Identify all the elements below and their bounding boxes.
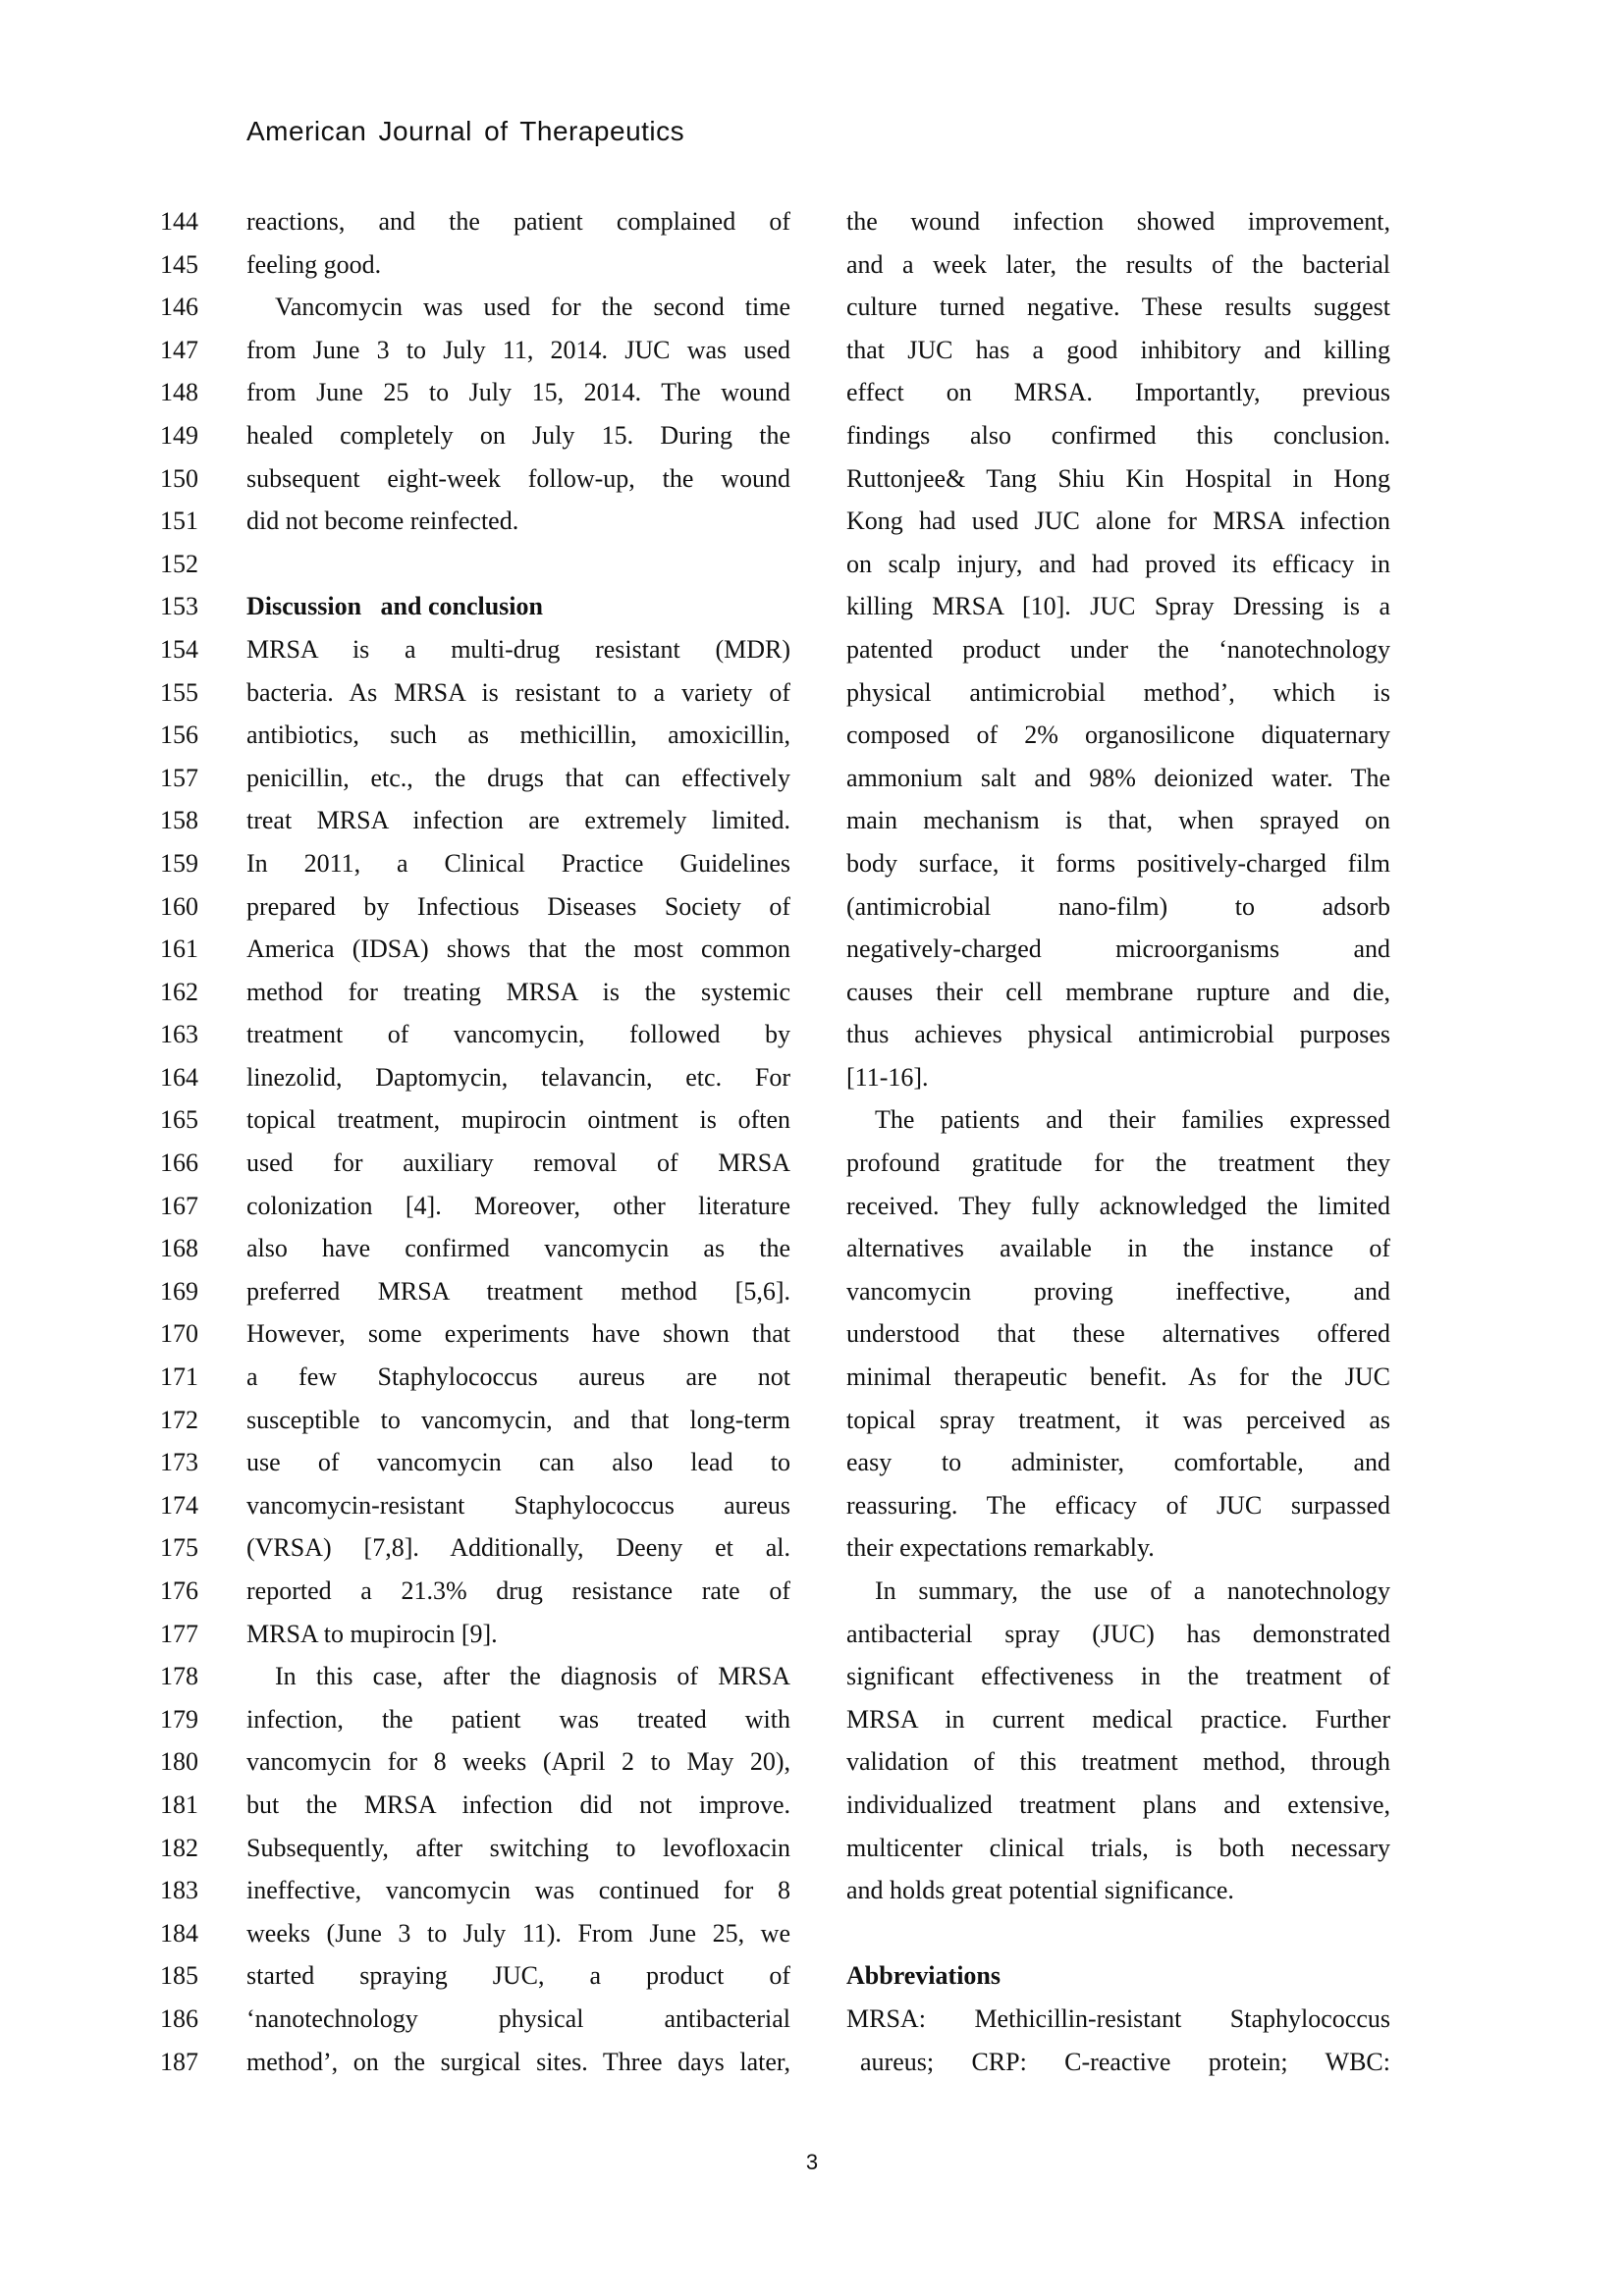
text-line: However, some experiments have shown that xyxy=(246,1319,790,1349)
line-number: 177 xyxy=(160,1619,198,1648)
text-line: causes their cell membrane rupture and die, xyxy=(846,977,1390,1006)
line-number: 150 xyxy=(160,463,198,493)
line-number: 181 xyxy=(160,1789,198,1819)
text-line: infection, the patient was treated with xyxy=(246,1704,790,1734)
blank-line xyxy=(246,543,790,586)
text-line: findings also confirmed this conclusion. xyxy=(846,420,1390,450)
line-number: 168 xyxy=(160,1234,198,1263)
text-line: Vancomycin was used for the second time xyxy=(275,293,790,322)
line-number: 151 xyxy=(160,507,198,536)
line-number: 179 xyxy=(160,1704,198,1734)
line-number: 159 xyxy=(160,848,198,878)
line-number: 171 xyxy=(160,1362,198,1392)
text-line: and a week later, the results of the bacterial xyxy=(846,249,1390,279)
text-line: alternatives available in the instance of xyxy=(846,1234,1390,1263)
text-line: reassuring. The efficacy of JUC surpassed xyxy=(846,1490,1390,1520)
text-line: MRSA is a multi-drug resistant (MDR) xyxy=(246,634,790,664)
line-number: 173 xyxy=(160,1448,198,1477)
text-line: effect on MRSA. Importantly, previous xyxy=(846,378,1390,407)
text-line: Kong had used JUC alone for MRSA infection xyxy=(846,507,1390,536)
line-number: 144 xyxy=(160,207,198,236)
text-line: profound gratitude for the treatment they xyxy=(846,1148,1390,1178)
text-line: from June 3 to July 11, 2014. JUC was used xyxy=(246,335,790,364)
text-line: In 2011, a Clinical Practice Guidelines xyxy=(246,848,790,878)
line-number: 176 xyxy=(160,1576,198,1605)
text-line: ineffective, vancomycin was continued for 8 xyxy=(246,1876,790,1905)
text-line: understood that these alternatives offered xyxy=(846,1319,1390,1349)
text-line: reactions, and the patient complained of xyxy=(246,207,790,236)
right-column-text xyxy=(846,200,1390,2083)
text-line: healed completely on July 15. During the xyxy=(246,420,790,450)
line-number: 180 xyxy=(160,1747,198,1777)
text-line: patented product under the ‘nanotechnology xyxy=(846,634,1390,664)
text-line: The patients and their families expressed xyxy=(875,1105,1390,1135)
text-line: minimal therapeutic benefit. As for the JUC xyxy=(846,1362,1390,1392)
text-line: treat MRSA infection are extremely limited. xyxy=(246,806,790,835)
text-line: In this case, after the diagnosis of MRSA xyxy=(275,1662,790,1691)
text-line: multicenter clinical trials, is both necessary xyxy=(846,1833,1390,1862)
text-line: use of vancomycin can also lead to xyxy=(246,1448,790,1477)
text-line: (VRSA) [7,8]. Additionally, Deeny et al. xyxy=(246,1533,790,1563)
page-number: 3 xyxy=(805,2150,819,2174)
line-number: 146 xyxy=(160,293,198,322)
text-line: bacteria. As MRSA is resistant to a variety of xyxy=(246,677,790,707)
text-line: preferred MRSA treatment method [5,6]. xyxy=(246,1276,790,1306)
section-heading-abbreviations: Abbreviations xyxy=(846,1961,1001,1991)
line-number: 163 xyxy=(160,1020,198,1049)
line-number: 153 xyxy=(160,592,198,621)
left-column-text xyxy=(246,200,790,2083)
line-number: 174 xyxy=(160,1490,198,1520)
text-line: weeks (June 3 to July 11). From June 25, we xyxy=(246,1918,790,1948)
text-line: a few Staphylococcus aureus are not xyxy=(246,1362,790,1392)
text-line: aureus; CRP: C-reactive protein; WBC: xyxy=(860,2047,1390,2076)
text-line: susceptible to vancomycin, and that long-term xyxy=(246,1405,790,1434)
line-number: 152 xyxy=(160,549,198,578)
text-line: composed of 2% organosilicone diquaternary xyxy=(846,721,1390,750)
text-line: ammonium salt and 98% deionized water. The xyxy=(846,763,1390,792)
text-line: Subsequently, after switching to levofloxacin xyxy=(246,1833,790,1862)
line-number: 170 xyxy=(160,1319,198,1349)
text-line: that JUC has a good inhibitory and killing xyxy=(846,335,1390,364)
text-line: significant effectiveness in the treatment of xyxy=(846,1662,1390,1691)
text-line: [11-16]. xyxy=(846,1062,929,1092)
section-heading-discussion: Discussion and conclusion xyxy=(246,592,543,621)
text-line: easy to administer, comfortable, and xyxy=(846,1448,1390,1477)
text-line: and holds great potential significance. xyxy=(846,1876,1234,1905)
text-line: the wound infection showed improvement, xyxy=(846,207,1390,236)
text-line: subsequent eight-week follow-up, the wound xyxy=(246,463,790,493)
line-number: 154 xyxy=(160,634,198,664)
text-line: used for auxiliary removal of MRSA xyxy=(246,1148,790,1178)
line-number: 186 xyxy=(160,2003,198,2033)
text-line: vancomycin proving ineffective, and xyxy=(846,1276,1390,1306)
line-number: 184 xyxy=(160,1918,198,1948)
line-number: 148 xyxy=(160,378,198,407)
text-line: also have confirmed vancomycin as the xyxy=(246,1234,790,1263)
text-line: culture turned negative. These results suggest xyxy=(846,293,1390,322)
line-number: 164 xyxy=(160,1062,198,1092)
text-line: ‘nanotechnology physical antibacterial xyxy=(246,2003,790,2033)
text-line: MRSA in current medical practice. Further xyxy=(846,1704,1390,1734)
line-number: 166 xyxy=(160,1148,198,1178)
text-line: antibiotics, such as methicillin, amoxicillin, xyxy=(246,721,790,750)
text-line: America (IDSA) shows that the most common xyxy=(246,934,790,964)
text-line: Ruttonjee& Tang Shiu Kin Hospital in Hong xyxy=(846,463,1390,493)
text-line: colonization [4]. Moreover, other literature xyxy=(246,1191,790,1220)
journal-header: American Journal of Therapeutics xyxy=(246,116,685,146)
text-line: method’, on the surgical sites. Three days later, xyxy=(246,2047,790,2076)
text-line: physical antimicrobial method’, which is xyxy=(846,677,1390,707)
text-line: did not become reinfected. xyxy=(246,507,519,536)
line-number: 183 xyxy=(160,1876,198,1905)
line-number: 182 xyxy=(160,1833,198,1862)
line-number: 157 xyxy=(160,763,198,792)
text-line: but the MRSA infection did not improve. xyxy=(246,1789,790,1819)
text-line: body surface, it forms positively-charged film xyxy=(846,848,1390,878)
line-number: 165 xyxy=(160,1105,198,1135)
line-number: 175 xyxy=(160,1533,198,1563)
line-number: 161 xyxy=(160,934,198,964)
text-line: started spraying JUC, a product of xyxy=(246,1961,790,1991)
line-number: 167 xyxy=(160,1191,198,1220)
text-line: validation of this treatment method, through xyxy=(846,1747,1390,1777)
text-line: main mechanism is that, when sprayed on xyxy=(846,806,1390,835)
line-number: 156 xyxy=(160,721,198,750)
blank-line xyxy=(846,1912,1390,1955)
text-line: treatment of vancomycin, followed by xyxy=(246,1020,790,1049)
text-line: In summary, the use of a nanotechnology xyxy=(875,1576,1390,1605)
line-number: 185 xyxy=(160,1961,198,1991)
text-line: penicillin, etc., the drugs that can effectively xyxy=(246,763,790,792)
text-line: negatively-charged microorganisms and xyxy=(846,934,1390,964)
line-number: 187 xyxy=(160,2047,198,2076)
line-number: 158 xyxy=(160,806,198,835)
line-number: 149 xyxy=(160,420,198,450)
text-line: vancomycin-resistant Staphylococcus aureus xyxy=(246,1490,790,1520)
text-line: thus achieves physical antimicrobial purposes xyxy=(846,1020,1390,1049)
text-line: topical treatment, mupirocin ointment is often xyxy=(246,1105,790,1135)
line-number: 147 xyxy=(160,335,198,364)
line-number: 145 xyxy=(160,249,198,279)
line-number-gutter xyxy=(128,200,198,2083)
text-line: their expectations remarkably. xyxy=(846,1533,1155,1563)
text-line: from June 25 to July 15, 2014. The wound xyxy=(246,378,790,407)
text-line: method for treating MRSA is the systemic xyxy=(246,977,790,1006)
line-number: 172 xyxy=(160,1405,198,1434)
text-line: antibacterial spray (JUC) has demonstrated xyxy=(846,1619,1390,1648)
text-line: killing MRSA [10]. JUC Spray Dressing is a xyxy=(846,592,1390,621)
text-line: vancomycin for 8 weeks (April 2 to May 20), xyxy=(246,1747,790,1777)
text-line: (antimicrobial nano-film) to adsorb xyxy=(846,891,1390,921)
line-number: 160 xyxy=(160,891,198,921)
text-line: MRSA: Methicillin-resistant Staphylococcus xyxy=(846,2003,1390,2033)
text-line: received. They fully acknowledged the limited xyxy=(846,1191,1390,1220)
text-line: linezolid, Daptomycin, telavancin, etc. For xyxy=(246,1062,790,1092)
text-line: on scalp injury, and had proved its efficacy in xyxy=(846,549,1390,578)
line-number: 178 xyxy=(160,1662,198,1691)
text-line: individualized treatment plans and extensive, xyxy=(846,1789,1390,1819)
text-line: topical spray treatment, it was perceived as xyxy=(846,1405,1390,1434)
text-line: feeling good. xyxy=(246,249,382,279)
line-number: 162 xyxy=(160,977,198,1006)
line-number: 155 xyxy=(160,677,198,707)
line-number: 169 xyxy=(160,1276,198,1306)
text-line: prepared by Infectious Diseases Society of xyxy=(246,891,790,921)
text-line: MRSA to mupirocin [9]. xyxy=(246,1619,498,1648)
text-line: reported a 21.3% drug resistance rate of xyxy=(246,1576,790,1605)
